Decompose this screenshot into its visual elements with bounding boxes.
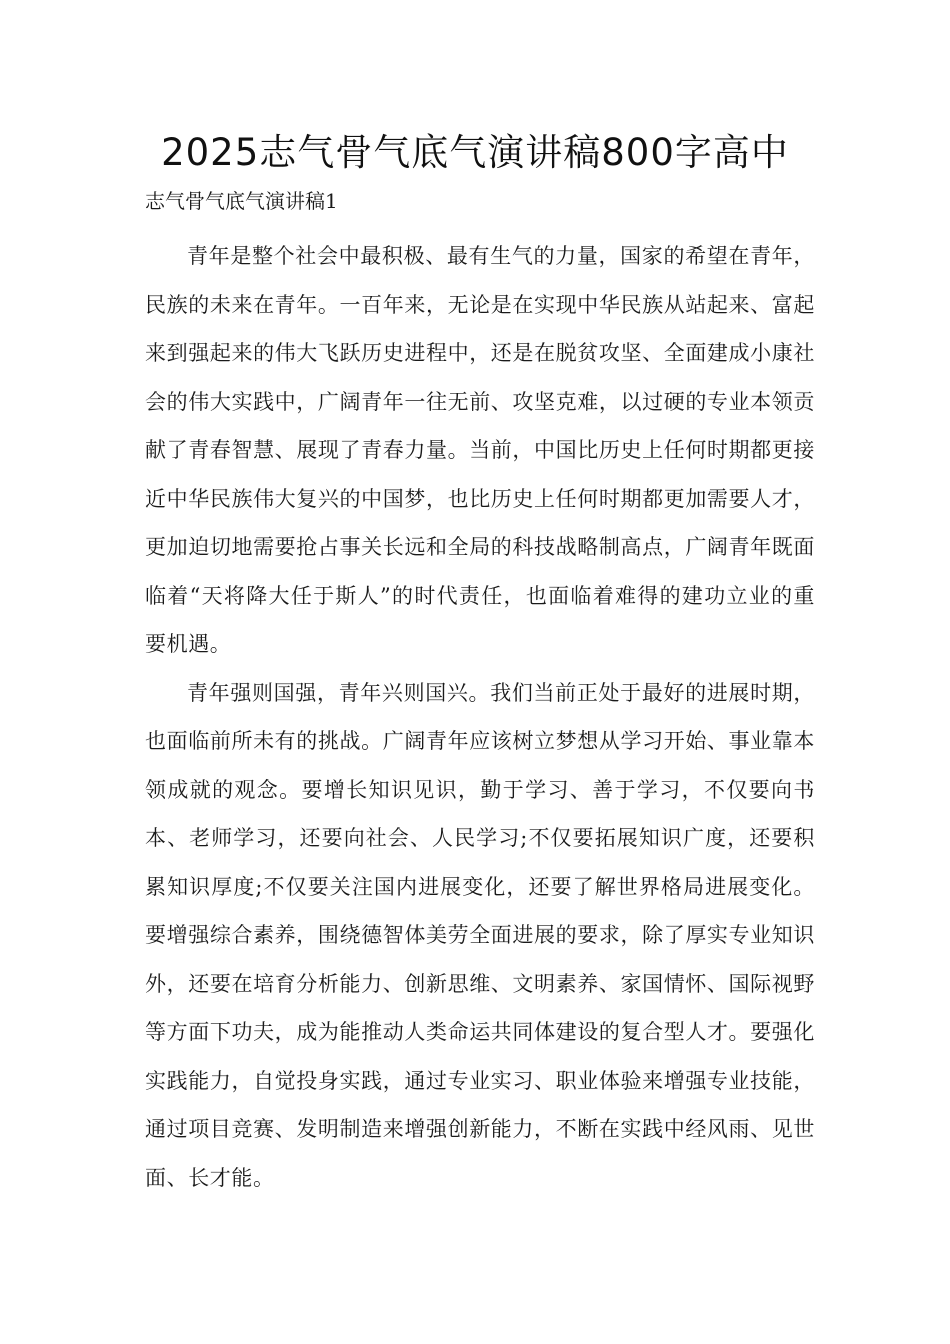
document-title: 2025志气骨气底气演讲稿800字高中 (161, 131, 789, 174)
paragraph-2: 青年强则国强，青年兴则国兴。我们当前正处于最好的进展时期，也面临前所未有的挑战。广阔青年应该树立梦想从学习开始、事业靠本领成就的观念。要增长知识见识，勤于学习、善于学习，不仅要向书本、老师学习，还要向社会、人民学习;不仅要拓展知识广度，还要积累知识厚度;不仅要关注国内进展变化，还要了解世界格局进展变化。要增强综合素养，围绕德智体美劳全面进展的要求，除了厚实专业知识外，还要在培育分析能力、创新思维、文明素养、家国情怀、国际视野等方面下功夫，成为能推动人类命运共同体建设的复合型人才。要强化实践能力，自觉投身实践，通过专业实习、职业体验来增强专业技能，通过项目竞赛、发明制造来增强创新能力，不断在实践中经风雨、见世面、长才能。 (145, 680, 815, 1190)
document-body (145, 232, 815, 1202)
paragraph-1: 青年是整个社会中最积极、最有生气的力量，国家的希望在青年，民族的未来在青年。一百年来，无论是在实现中华民族从站起来、富起来到强起来的伟大飞跃历史进程中，还是在脱贫攻坚、全面建成小康社会的伟大实践中，广阔青年一往无前、攻坚克难，以过硬的专业本领贡献了青春智慧、展现了青春力量。当前，中国比历史上任何时期都更接近中华民族伟大复兴的中国梦，也比历史上任何时期都更加需要人才，更加迫切地需要抢占事关长远和全局的科技战略制高点，广阔青年既面临着“天将降大任于斯人”的时代责任，也面临着难得的建功立业的重要机遇。 (145, 244, 815, 656)
section-heading: 志气骨气底气演讲稿1 (145, 189, 338, 213)
